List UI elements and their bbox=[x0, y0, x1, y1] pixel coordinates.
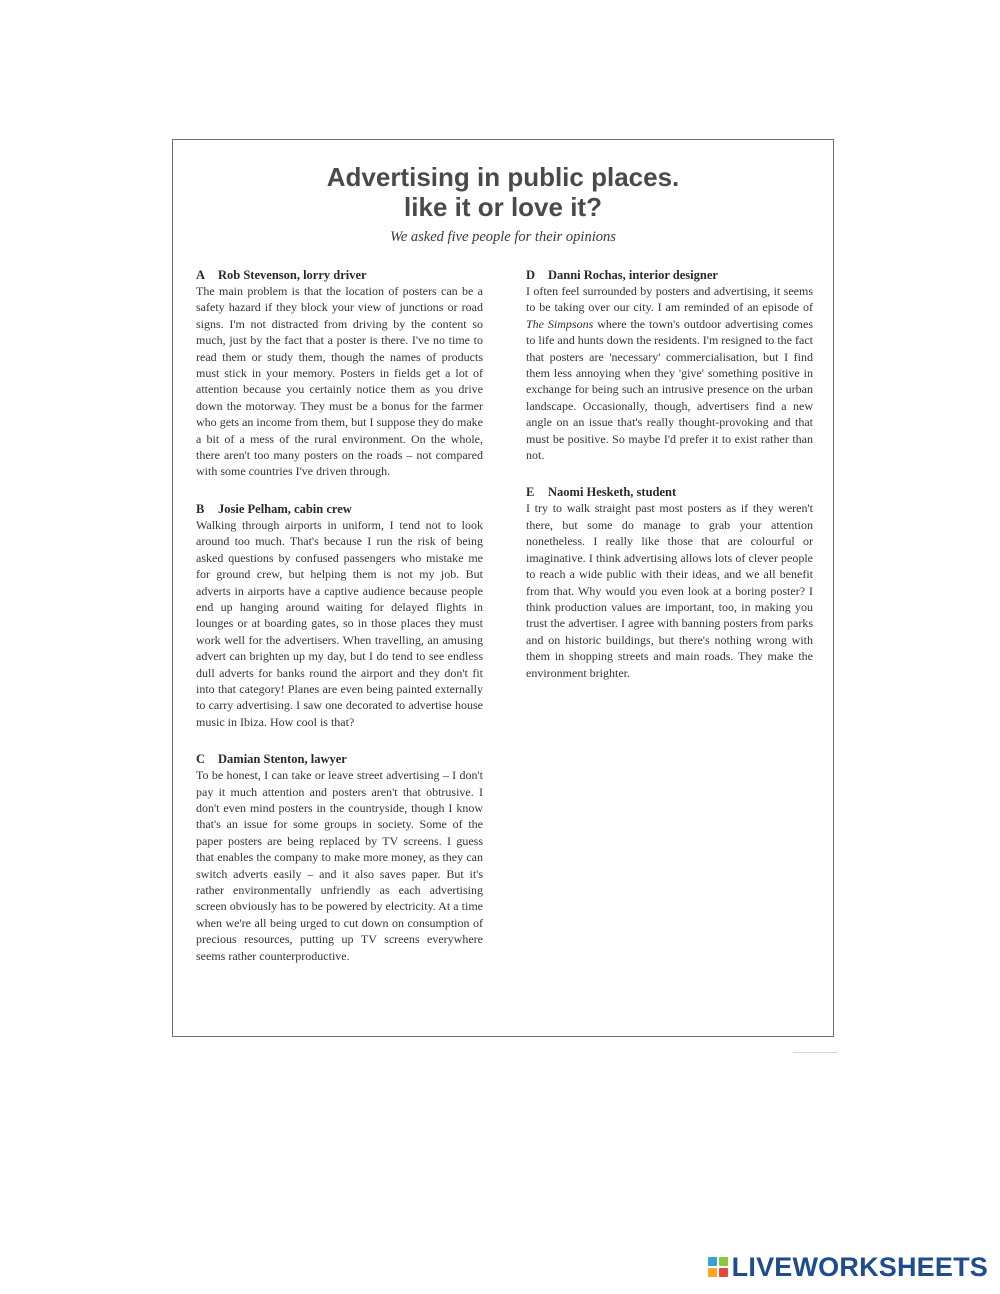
section-b bbox=[196, 501, 483, 730]
body-text-before: I often feel surrounded by posters and advertising, it seems to be taking over our city. I am reminded of an episode of bbox=[526, 284, 813, 315]
logo-square bbox=[708, 1257, 717, 1266]
worksheet-page bbox=[172, 139, 834, 1037]
section-heading bbox=[196, 267, 483, 283]
section-author: Damian Stenton, lawyer bbox=[218, 752, 347, 767]
show-title: The Simpsons bbox=[526, 316, 594, 331]
section-author: Josie Pelham, cabin crew bbox=[218, 501, 352, 516]
section-body: Walking through airports in uniform, I tend not to look around too much. That's because I run the risk of being asked questions by confused passengers who mistake me for ground crew, but helping them is not my job. But adverts in airports have a captive audience because people end up hanging around waiting for delayed flights in lounges or at boarding gates, so in those places they must work well for the advertisers. When travelling, an amusing advert can brighten up my day, but I do tend to see endless dull adverts for banks round the airport and they don't fit into that category! Planes are even being painted externally to carry advertising. I saw one decorated to advertise house music in Ibiza. How cool is that? bbox=[196, 517, 483, 729]
section-letter: E bbox=[526, 485, 535, 500]
brand-name: LIVEWORKSHEETS bbox=[731, 1252, 988, 1282]
section-letter: B bbox=[196, 501, 205, 516]
body-text-after: where the town's outdoor advertising comes to life and hunts down the residents. I'm resigned to the fact that posters are 'necessary' commercialisation, but I find them less annoying when they 'give' something positive in exchange for being such an intrusive presence on the urban landscape. Occasionally, though, advertisers find a new angle on an issue that's really thought-provoking and that must be positive. So maybe I'd prefer it to exist rather than not. bbox=[526, 316, 813, 463]
section-letter: A bbox=[196, 268, 206, 282]
section-body: To be honest, I can take or leave street advertising – I don't pay it much attention and posters aren't that obtrusive. I don't even mind posters in the countryside, though I know that's an issue for some groups in society. Some of the paper posters are being replaced by TV screens. I guess that enables the company to make more money, as they can switch adverts easily – and it also saves paper. But it's rather environmentally unfriendly as each advertising screen obviously has to be powered by electricity. At a time when we're all being urged to cut down on consumption of precious resources, putting up TV screens everywhere seems rather counterproductive. bbox=[196, 768, 483, 963]
section-c bbox=[196, 751, 483, 964]
section-author: Naomi Hesketh, student bbox=[548, 485, 677, 500]
section-letter: D bbox=[526, 268, 536, 282]
section-heading bbox=[526, 267, 813, 283]
section-heading bbox=[526, 484, 813, 500]
section-heading bbox=[196, 501, 483, 517]
title-line-2: like it or love it? bbox=[404, 192, 602, 222]
liveworksheets-brand[interactable] bbox=[708, 1252, 988, 1282]
page-title bbox=[173, 162, 833, 222]
liveworksheets-logo-icon bbox=[708, 1257, 728, 1277]
right-column bbox=[526, 267, 813, 702]
section-body bbox=[526, 283, 813, 463]
title-line-1: Advertising in public places. bbox=[326, 162, 680, 192]
section-letter: C bbox=[196, 752, 206, 767]
logo-square bbox=[708, 1268, 717, 1277]
scan-artifact bbox=[793, 1052, 837, 1053]
section-author: Rob Stevenson, lorry driver bbox=[218, 268, 367, 282]
logo-square bbox=[719, 1257, 728, 1266]
logo-square bbox=[719, 1268, 728, 1277]
section-e bbox=[526, 484, 813, 680]
section-heading bbox=[196, 751, 483, 767]
section-a bbox=[196, 267, 483, 480]
section-author: Danni Rochas, interior designer bbox=[548, 268, 718, 282]
section-body: The main problem is that the location of posters can be a safety hazard if they block your view of junctions or road signs. I'm not distracted from driving by the content so much, just by the fact that a poster is there. I've no time to read them or study them, though the names of products must stick in your memory. Posters in fields get a lot of attention because you certainly notice them as you drive down the motorway. They must be a bonus for the farmer who gets an income from them, but I suppose they do make a bit of a mess of the rural environment. On the whole, there aren't too many posters on the roads – not compared with some countries I've driven through. bbox=[196, 284, 483, 479]
section-body: I try to walk straight past most posters as if they weren't there, but some do manage to grab your attention nonetheless. I really like those that are colourful or imaginative. I think advertising allows lots of clever people to reach a wide public with their ideas, and we all benefit from that. Why would you even look at a boring poster? I think production values are important, too, in making you trust the advertiser. I agree with banning posters from parks and on historic buildings, but there's nothing wrong with them in shopping streets and main roads. They make the environment brighter. bbox=[526, 501, 813, 680]
page-subtitle: We asked five people for their opinions bbox=[390, 229, 616, 245]
left-column bbox=[196, 267, 483, 985]
section-d bbox=[526, 267, 813, 463]
